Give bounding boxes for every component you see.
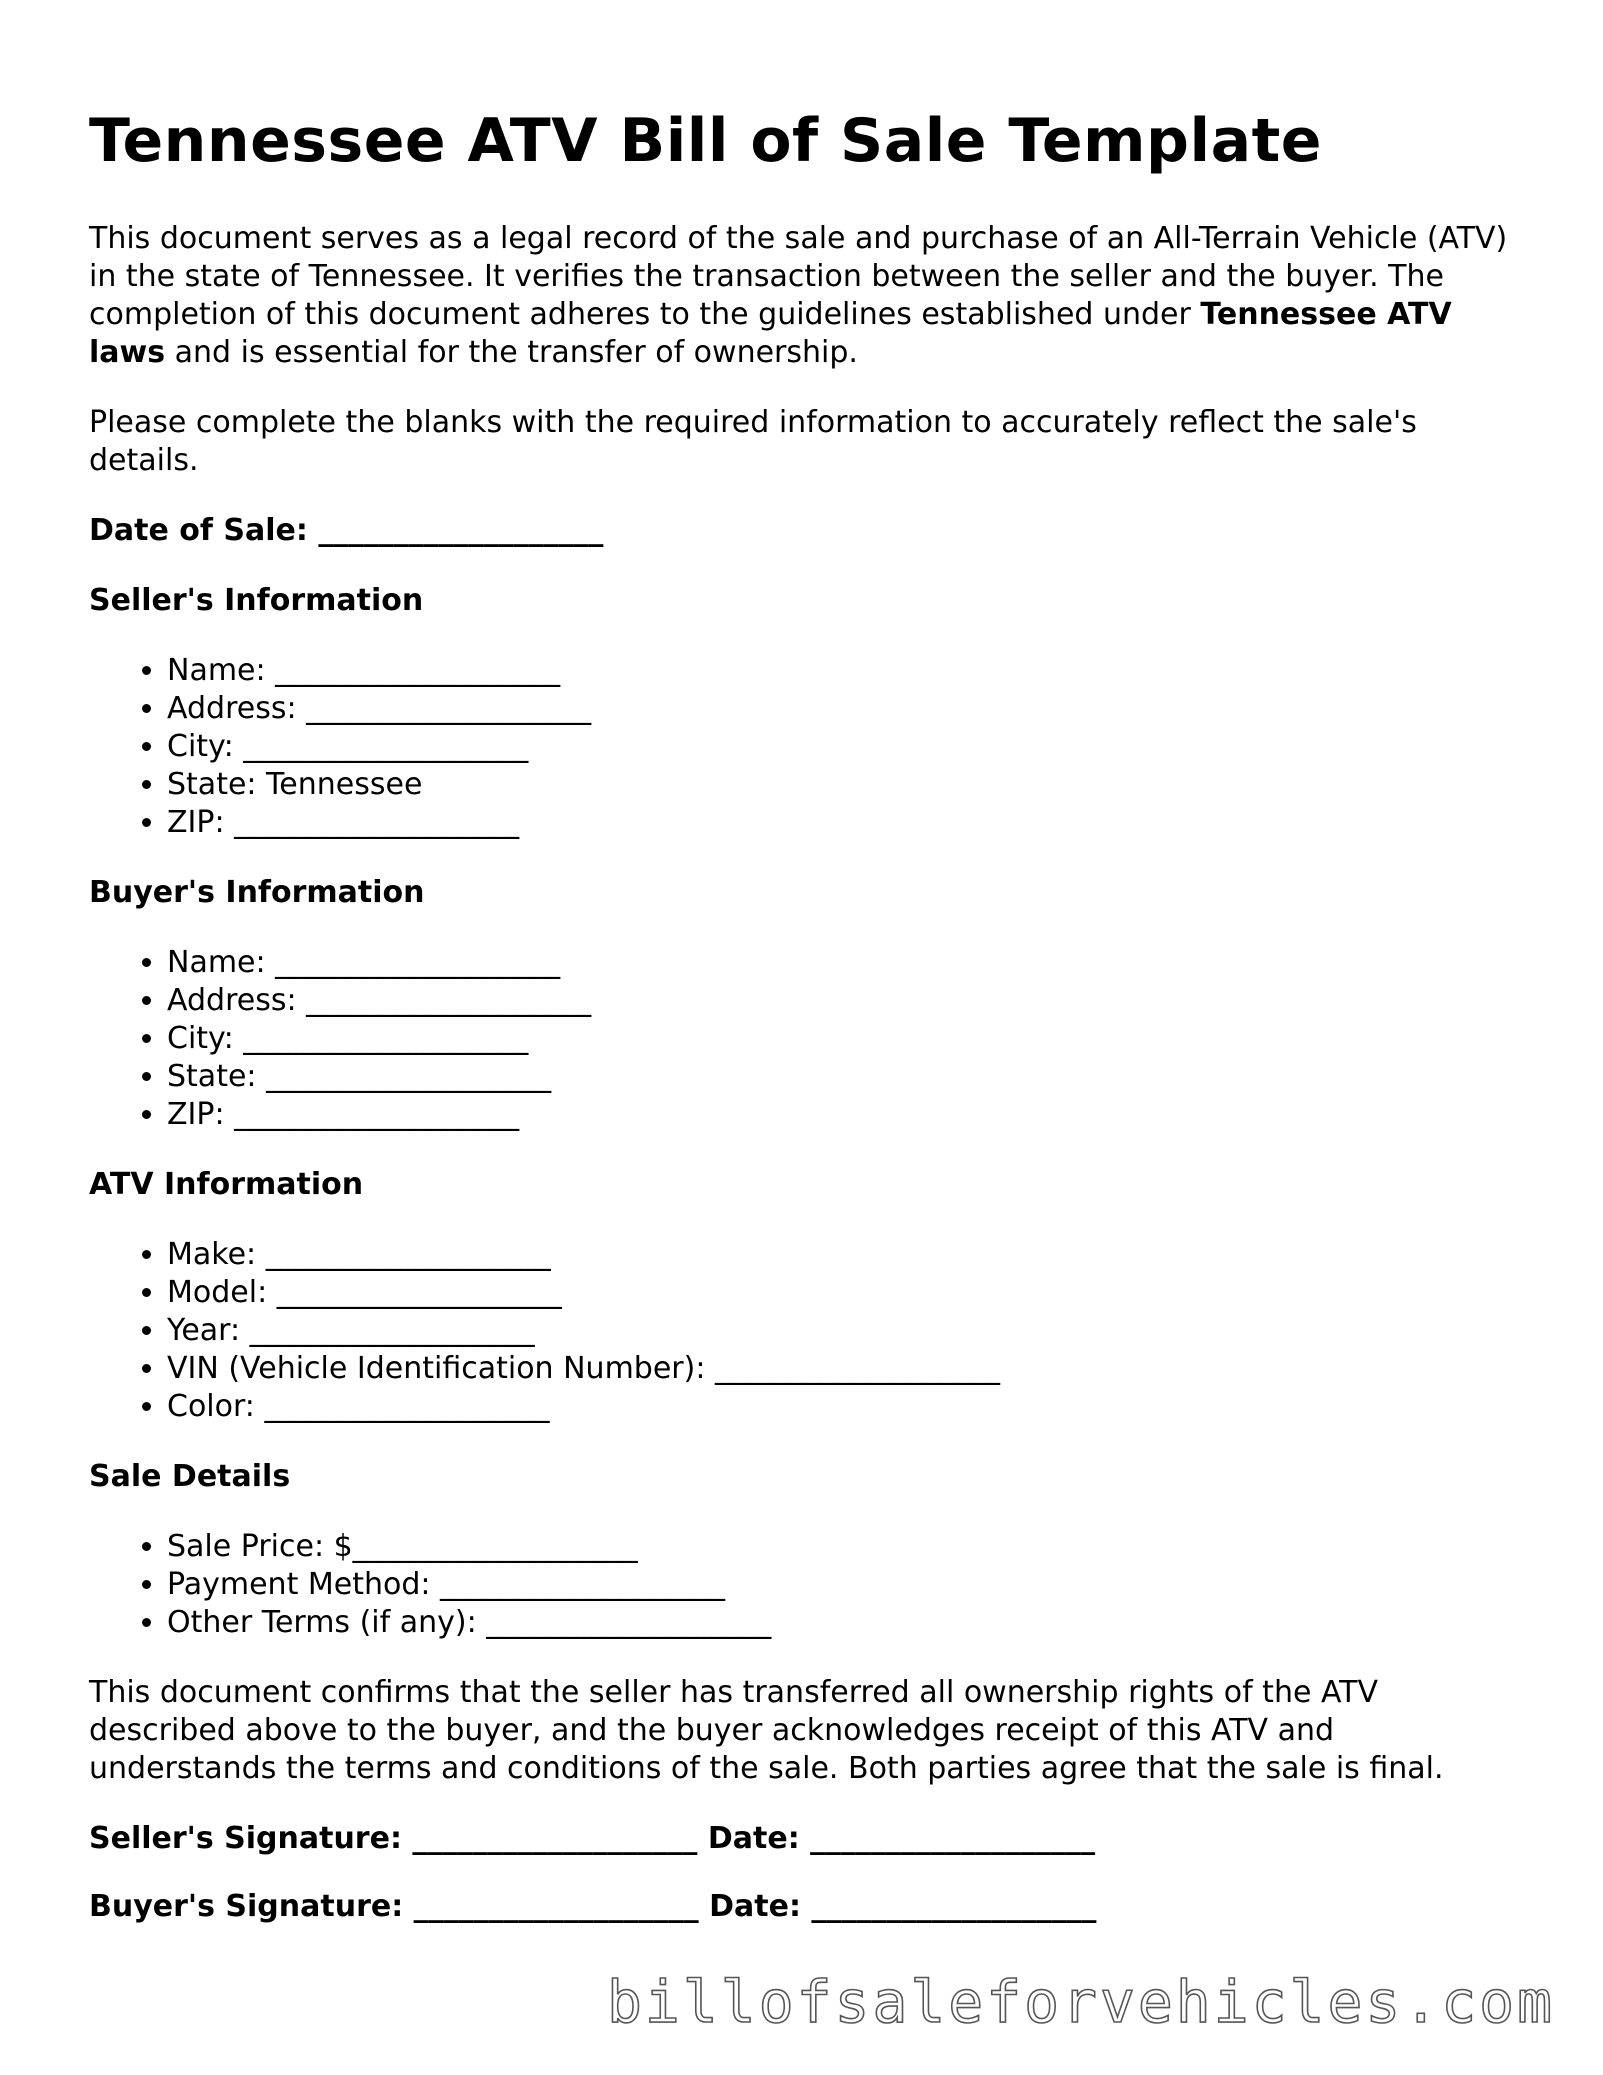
- intro-paragraph: [89, 220, 1519, 372]
- seller-address-item: [167, 690, 1519, 728]
- seller-signature-label: Seller's Signature:: [89, 1821, 402, 1856]
- atv-make-label: Make:: [167, 1237, 257, 1272]
- seller-state-label: State: Tennessee: [167, 767, 423, 802]
- atv-year-label: Year:: [167, 1313, 241, 1348]
- buyer-name-label: Name:: [167, 945, 266, 980]
- date-of-sale-label: Date of Sale:: [89, 513, 308, 548]
- seller-zip-blank[interactable]: ___________________: [234, 805, 520, 840]
- intro-text-start: This document serves as a legal record of the sale and purchase of an All-Terrain Vehicle (ATV) in the state of Tennessee. It verifies the transaction between the seller and the buyer. The completion of this document adheres to the guidelines established under: [89, 221, 1508, 332]
- atv-year-blank[interactable]: ___________________: [249, 1313, 535, 1348]
- seller-zip-item: [167, 804, 1519, 842]
- atv-color-blank[interactable]: ___________________: [264, 1389, 550, 1424]
- atv-make-blank[interactable]: ___________________: [265, 1237, 551, 1272]
- page-title: Tennessee ATV Bill of Sale Template: [89, 106, 1322, 176]
- seller-date-label: Date:: [707, 1821, 800, 1856]
- instructions-paragraph: Please complete the blanks with the required information to accurately reflect the sale's details.: [89, 405, 1417, 478]
- seller-name-item: [167, 652, 1519, 690]
- seller-heading: Seller's Information: [89, 583, 424, 618]
- buyer-address-blank[interactable]: ___________________: [306, 983, 592, 1018]
- atv-vin-label: VIN (Vehicle Identification Number):: [167, 1351, 706, 1386]
- buyer-date-label: Date:: [709, 1889, 801, 1924]
- buyer-signature-blank[interactable]: ___________________: [413, 1889, 699, 1924]
- buyer-zip-label: ZIP:: [167, 1097, 225, 1132]
- atv-list: [89, 1236, 1519, 1426]
- atv-year-item: [167, 1312, 1519, 1350]
- atv-model-item: [167, 1274, 1519, 1312]
- sale-other-item: [167, 1604, 1519, 1642]
- buyer-heading: Buyer's Information: [89, 875, 425, 910]
- seller-signature-blank[interactable]: ___________________: [412, 1821, 698, 1856]
- seller-list: [89, 652, 1519, 842]
- buyer-state-blank[interactable]: ___________________: [266, 1059, 552, 1094]
- seller-signature-line: [89, 1820, 1519, 1858]
- seller-state-item: [167, 766, 1519, 804]
- sale-list: [89, 1528, 1519, 1642]
- seller-zip-label: ZIP:: [167, 805, 225, 840]
- atv-make-item: [167, 1236, 1519, 1274]
- buyer-signature-line: [89, 1888, 1519, 1926]
- buyer-city-blank[interactable]: ___________________: [243, 1021, 529, 1056]
- document-page: [89, 108, 1519, 1956]
- sale-other-label: Other Terms (if any):: [167, 1605, 477, 1640]
- buyer-state-item: [167, 1058, 1519, 1096]
- buyer-address-item: [167, 982, 1519, 1020]
- buyer-zip-item: [167, 1096, 1519, 1134]
- atv-color-label: Color:: [167, 1389, 255, 1424]
- seller-address-blank[interactable]: ___________________: [306, 691, 592, 726]
- atv-model-blank[interactable]: ___________________: [276, 1275, 562, 1310]
- buyer-city-item: [167, 1020, 1519, 1058]
- buyer-state-label: State:: [167, 1059, 257, 1094]
- sale-payment-item: [167, 1566, 1519, 1604]
- atv-vin-item: [167, 1350, 1519, 1388]
- seller-city-blank[interactable]: ___________________: [243, 729, 529, 764]
- seller-name-blank[interactable]: ___________________: [275, 653, 561, 688]
- sale-other-blank[interactable]: ___________________: [486, 1605, 772, 1640]
- seller-city-item: [167, 728, 1519, 766]
- atv-color-item: [167, 1388, 1519, 1426]
- buyer-address-label: Address:: [167, 983, 297, 1018]
- buyer-name-blank[interactable]: ___________________: [275, 945, 561, 980]
- sale-price-label: Sale Price: $: [167, 1529, 353, 1564]
- buyer-name-item: [167, 944, 1519, 982]
- buyer-signature-label: Buyer's Signature:: [89, 1889, 404, 1924]
- date-of-sale-blank[interactable]: ___________________: [318, 513, 604, 548]
- seller-name-label: Name:: [167, 653, 266, 688]
- atv-vin-blank[interactable]: ___________________: [714, 1351, 1000, 1386]
- sale-payment-label: Payment Method:: [167, 1567, 431, 1602]
- date-of-sale-line: [89, 512, 1519, 550]
- site-watermark: billofsaleforvehicles.com: [607, 1968, 1555, 2036]
- buyer-zip-blank[interactable]: ___________________: [234, 1097, 520, 1132]
- confirmation-paragraph: This document confirms that the seller has transferred all ownership rights of the ATV described above to the buyer, and the buyer acknowledges receipt of this ATV and understands the terms and conditions of the sale. Both parties agree that the sale is final.: [89, 1675, 1444, 1786]
- seller-address-label: Address:: [167, 691, 297, 726]
- sale-payment-blank[interactable]: ___________________: [440, 1567, 726, 1602]
- buyer-date-blank[interactable]: ___________________: [811, 1889, 1097, 1924]
- sale-heading: Sale Details: [89, 1459, 291, 1494]
- intro-bold-laws: Tennessee ATV laws: [89, 297, 1452, 370]
- sale-price-item: [167, 1528, 1519, 1566]
- buyer-list: [89, 944, 1519, 1134]
- buyer-city-label: City:: [167, 1021, 234, 1056]
- atv-model-label: Model:: [167, 1275, 268, 1310]
- seller-date-blank[interactable]: ___________________: [810, 1821, 1096, 1856]
- atv-heading: ATV Information: [89, 1167, 364, 1202]
- seller-city-label: City:: [167, 729, 234, 764]
- intro-text-end: and is essential for the transfer of ownership.: [165, 335, 858, 370]
- sale-price-blank[interactable]: ___________________: [352, 1529, 638, 1564]
